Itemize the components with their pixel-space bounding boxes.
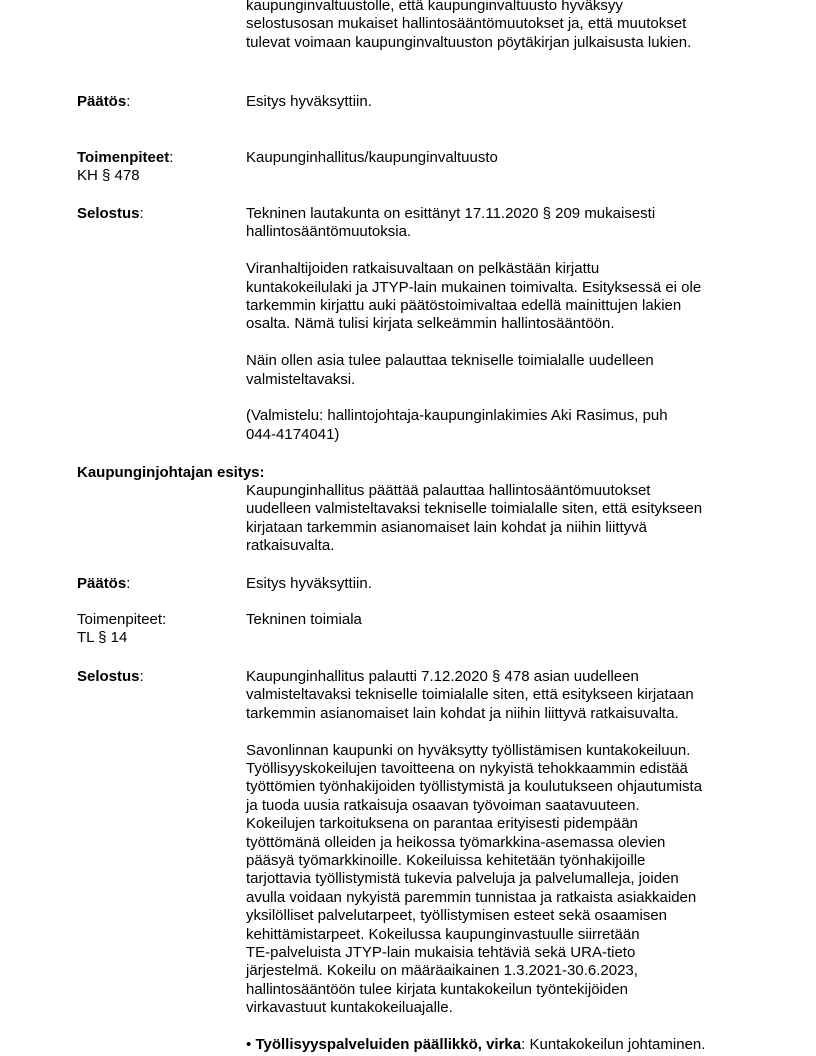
decision1-text: Esitys hyväksyttiin. — [246, 93, 372, 110]
actions2-label: Toimenpiteet: — [77, 611, 167, 628]
text-line: kehittämistarpeet. Kokeilussa kaupunginvastuulle siirretään — [246, 925, 640, 943]
text-line: hallintosääntöön tulee kirjata kuntakokeilun työntekijöiden — [246, 980, 628, 998]
text-line: työttömänä olleiden ja heikossa työmarkkina-asemassa olevien — [246, 833, 666, 851]
text-line: Kaupunginhallitus palautti 7.12.2020 § 478 asian uudelleen — [246, 668, 639, 685]
text-line: Näin ollen asia tulee palauttaa tekniselle toimialalle uudelleen — [246, 352, 654, 370]
text-line: ratkaisuvalta. — [246, 537, 335, 555]
explanation1-text — [246, 205, 746, 444]
bullet-colon: : — [521, 1036, 526, 1054]
decision2-text: Esitys hyväksyttiin. — [246, 575, 372, 592]
text-line: hallintosääntömuutoksia. — [246, 223, 412, 241]
text-line: selostusosan mukaiset hallintosääntömuutokset ja, että muutokset — [246, 15, 687, 33]
bullet-item — [246, 1036, 746, 1054]
text-line: TE-palveluista JTYP-lain mukaisia tehtäviä sekä URA-tieto — [246, 944, 636, 962]
text-line: tarjottavia työllistymistä tukevia palveluja ja palvelumalleja, joiden — [246, 870, 679, 888]
actions1-ref: KH § 478 — [77, 167, 140, 184]
actions1-text: Kaupunginhallitus/kaupunginvaltuusto — [246, 149, 498, 166]
actions1-label: Toimenpiteet: — [77, 149, 174, 166]
bullet-title: Työllisyyspalveluiden päällikkö, virka — [255, 1036, 522, 1054]
bullet-symbol: • — [246, 1036, 252, 1054]
text-line: 044-4174041) — [246, 425, 340, 443]
text-line: Kaupunginhallitus päättää palauttaa hallintosääntömuutokset — [246, 482, 651, 499]
text-line: yksilölliset palvelutarpeet, työllistymisen esteet sekä osaamisen — [246, 907, 668, 925]
text-line: avulla voidaan nykyistä paremmin tunnistaa ja ratkaista asiakkaiden — [246, 888, 697, 906]
intro-text — [246, 0, 746, 52]
explanation2-text — [246, 668, 746, 1055]
text-line: työttömien työnhakijoiden työllistymistä ja koulutukseen ohjautumista — [246, 778, 703, 796]
text-line: (Valmistelu: hallintojohtaja-kaupunginlakimies Aki Rasimus, puh — [246, 407, 668, 425]
mayor-proposal-text — [246, 482, 746, 556]
decision2-label: Päätös: — [77, 575, 131, 592]
text-line: Kokeilujen tarkoituksena on parantaa erityisesti pidempään — [246, 815, 638, 833]
explanation1-label: Selostus: — [77, 205, 144, 222]
text-line: Työllisyyskokeilujen tavoitteena on nykyistä tehokkaammin edistää — [246, 760, 688, 778]
text-line: valmisteltavaksi. — [246, 370, 356, 388]
text-line: pääsyä työmarkkinoille. Kokeiluissa kehitetään työnhakijoille — [246, 852, 646, 870]
text-line: Savonlinnan kaupunki on hyväksytty työllistämisen kuntakokeiluun. — [246, 741, 691, 759]
text-line: ja tuoda uusia ratkaisuja osaavan työvoiman saatavuuteen. — [246, 796, 640, 814]
text-line: Tekninen lautakunta on esittänyt 17.11.2020 § 209 mukaisesti — [246, 205, 656, 222]
decision1-label: Päätös: — [77, 93, 131, 110]
text-line: kirjataan tarkemmin asianomaiset lain kohdat ja niihin liittyvä — [246, 518, 648, 536]
bullet-text: Kuntakokeilun johtaminen. — [529, 1036, 706, 1054]
actions2-text: Tekninen toimiala — [246, 611, 362, 628]
text-line: kuntakokeilulaki ja JTYP-lain mukainen toimivalta. Esityksessä ei ole — [246, 278, 702, 296]
text-line: valmisteltavaksi tekniselle toimialalle siten, että esitykseen kirjataan — [246, 686, 694, 704]
text-line: uudelleen valmisteltavaksi tekniselle toimialalle siten, että esitykseen — [246, 500, 703, 518]
text-line: tarkemmin asianomaiset lain kohdat ja niihin liittyvä ratkaisuvalta. — [246, 704, 679, 722]
mayor-proposal-label: Kaupunginjohtajan esitys: — [77, 464, 265, 481]
text-line: virkavastuut kuntakokeiluajalle. — [246, 999, 453, 1017]
explanation2-label: Selostus: — [77, 668, 144, 685]
text-line: tulevat voimaan kaupunginvaltuuston pöytäkirjan julkaisusta lukien. — [246, 33, 692, 51]
text-line: tarkemmin kirjattu auki päätöstoimivaltaa edellä mainittujen lakien — [246, 297, 682, 315]
text-line: kaupunginvaltuustolle, että kaupunginvaltuusto hyväksyy — [246, 0, 623, 14]
text-line: osalta. Nämä tulisi kirjata selkeämmin hallintosääntöön. — [246, 315, 615, 333]
text-line: järjestelmä. Kokeilu on määräaikainen 1.3.2021-30.6.2023, — [246, 962, 638, 980]
actions2-ref: TL § 14 — [77, 629, 128, 646]
text-line: Viranhaltijoiden ratkaisuvaltaan on pelkästään kirjattu — [246, 260, 600, 278]
